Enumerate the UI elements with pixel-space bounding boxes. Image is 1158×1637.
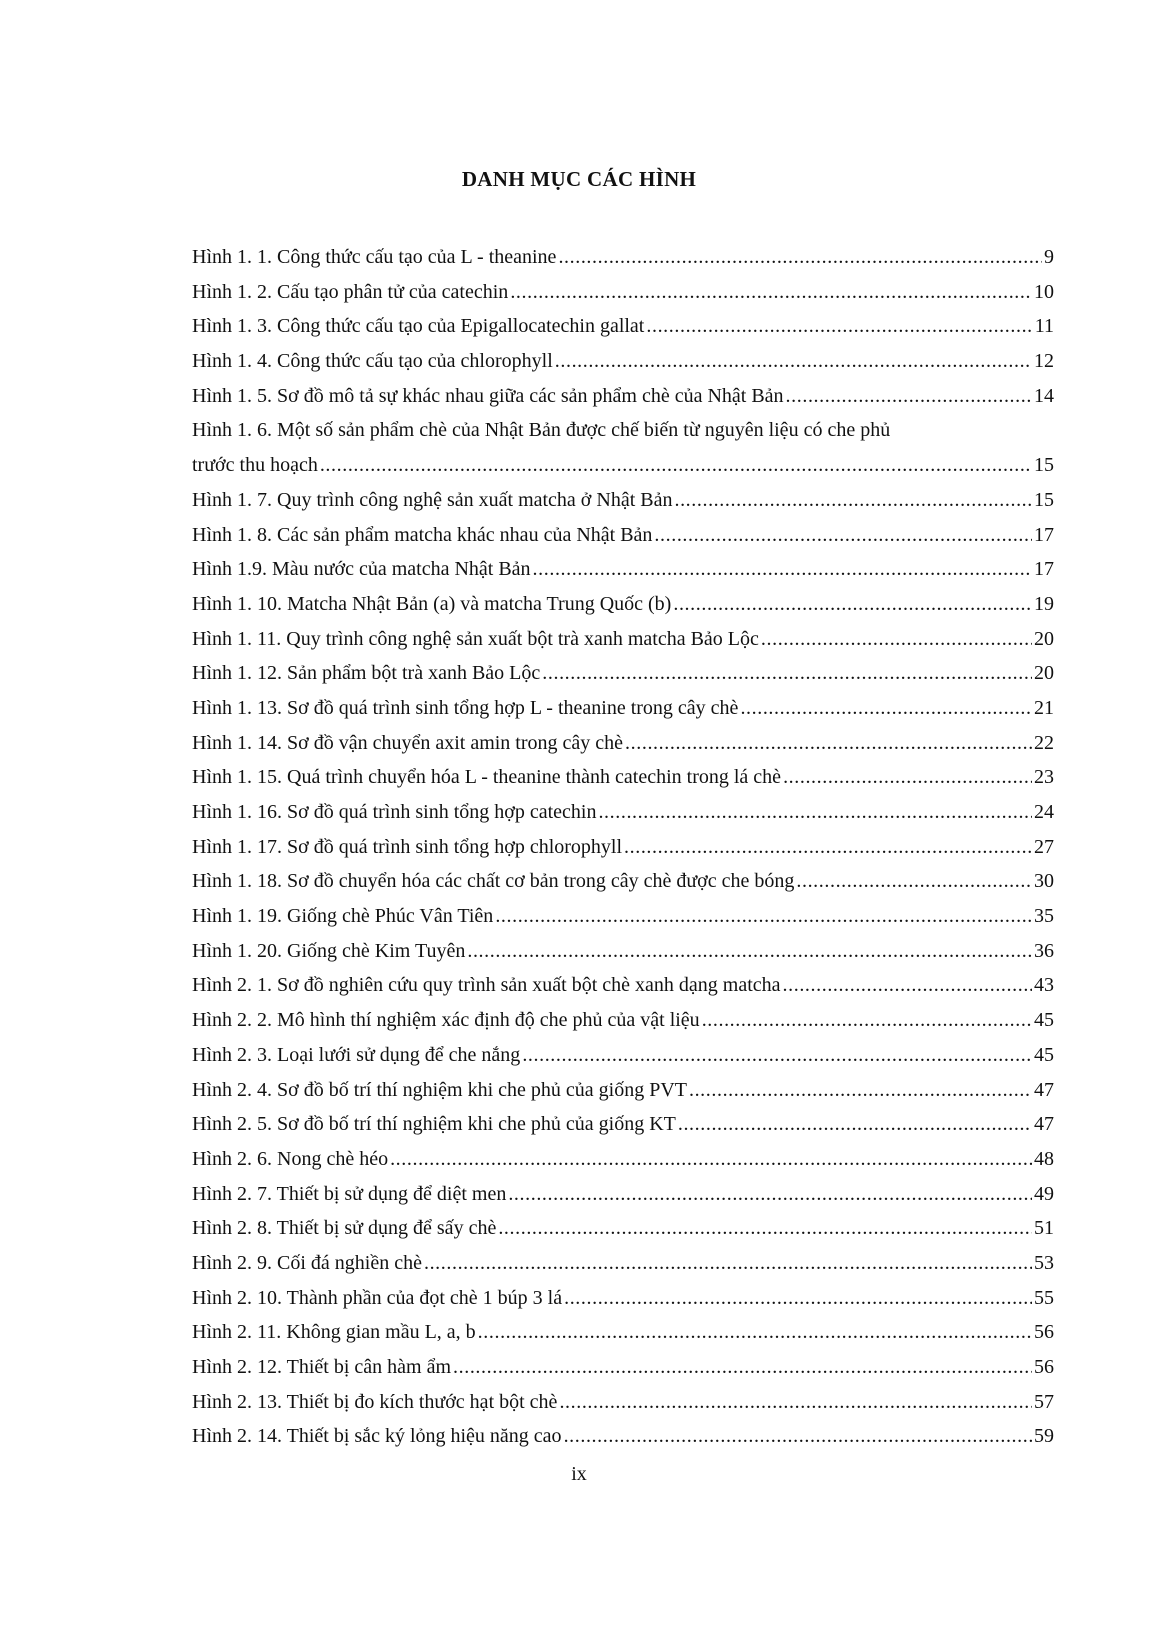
toc-entry-label: Hình 2. 2. Mô hình thí nghiệm xác định độ che phủ của vật liệu bbox=[192, 1009, 700, 1032]
dot-leader bbox=[783, 764, 1032, 790]
toc-entry-page: 47 bbox=[1034, 1078, 1054, 1101]
dot-leader bbox=[498, 1215, 1032, 1241]
dot-leader bbox=[761, 626, 1032, 652]
dot-leader bbox=[689, 1077, 1032, 1103]
toc-entry[interactable] bbox=[192, 1077, 1054, 1112]
toc-entry[interactable] bbox=[192, 1146, 1054, 1181]
toc-entry-label: Hình 1. 18. Sơ đồ chuyển hóa các chất cơ bản trong cây chè được che bóng bbox=[192, 870, 795, 893]
toc-entry-label: Hình 1. 7. Quy trình công nghệ sản xuất matcha ở Nhật Bản bbox=[192, 488, 673, 511]
toc-entry-label: Hình 1. 3. Công thức cấu tạo của Epigallocatechin gallat bbox=[192, 315, 645, 338]
toc-entry-page: 53 bbox=[1034, 1251, 1054, 1274]
toc-entry-label: Hình 1. 16. Sơ đồ quá trình sinh tổng hợp catechin bbox=[192, 801, 597, 823]
dot-leader bbox=[559, 1389, 1032, 1415]
toc-entry-page: 51 bbox=[1034, 1217, 1054, 1240]
toc-entry-label: Hình 2. 11. Không gian mầu L, a, b bbox=[192, 1321, 476, 1344]
dot-leader bbox=[740, 695, 1032, 721]
dot-leader bbox=[673, 591, 1032, 617]
toc-entry-page: 24 bbox=[1034, 801, 1054, 823]
toc-entry-page: 23 bbox=[1034, 766, 1054, 789]
toc-entry-label: Hình 1. 17. Sơ đồ quá trình sinh tổng hợp chlorophyll bbox=[192, 835, 623, 858]
dot-leader bbox=[558, 244, 1042, 270]
toc-entry-label: Hình 1.9. Màu nước của matcha Nhật Bản bbox=[192, 558, 531, 581]
toc-entry-page: 55 bbox=[1034, 1286, 1054, 1309]
toc-entry-page: 11 bbox=[1034, 315, 1054, 338]
dot-leader bbox=[564, 1423, 1032, 1449]
dot-leader bbox=[654, 522, 1032, 548]
toc-entry-label: Hình 1. 11. Quy trình công nghệ sản xuất bột trà xanh matcha Bảo Lộc bbox=[192, 627, 759, 650]
toc-entry-page: 10 bbox=[1034, 280, 1054, 303]
toc-entry[interactable] bbox=[192, 1111, 1054, 1146]
dot-leader bbox=[522, 1042, 1032, 1068]
toc-entry[interactable] bbox=[192, 1181, 1054, 1216]
dot-leader bbox=[533, 556, 1032, 582]
toc-entry-label: Hình 1. 10. Matcha Nhật Bản (a) và matcha Trung Quốc (b) bbox=[192, 592, 672, 615]
toc-entry[interactable] bbox=[192, 1250, 1054, 1285]
toc-entry[interactable] bbox=[192, 383, 1054, 418]
toc-entry-label: Hình 1. 8. Các sản phẩm matcha khác nhau của Nhật Bản bbox=[192, 523, 653, 546]
toc-entry-page: 49 bbox=[1034, 1182, 1054, 1205]
toc-entry[interactable] bbox=[192, 591, 1054, 626]
toc-entry-page: 19 bbox=[1034, 592, 1054, 615]
toc-entry-label: Hình 1. 15. Quá trình chuyển hóa L - theanine thành catechin trong lá chè bbox=[192, 766, 782, 789]
toc-entry-label: Hình 2. 5. Sơ đồ bố trí thí nghiệm khi che phủ của giống KT bbox=[192, 1113, 676, 1136]
dot-leader bbox=[467, 938, 1032, 964]
page-title: DANH MỤC CÁC HÌNH bbox=[461, 167, 697, 191]
toc-entry-page: 56 bbox=[1034, 1321, 1054, 1344]
dot-leader bbox=[786, 383, 1032, 409]
dot-leader bbox=[678, 1111, 1032, 1137]
toc-entry[interactable] bbox=[192, 868, 1054, 903]
toc-entry-page: 20 bbox=[1034, 662, 1054, 685]
toc-entry-label: Hình 2. 12. Thiết bị cân hàm ẩm bbox=[192, 1356, 452, 1378]
dot-leader bbox=[783, 972, 1032, 998]
dot-leader bbox=[424, 1250, 1032, 1276]
dot-leader bbox=[390, 1146, 1032, 1172]
toc-entry[interactable] bbox=[192, 764, 1054, 799]
toc-entry[interactable] bbox=[192, 938, 1054, 973]
toc-entry[interactable] bbox=[192, 799, 1054, 834]
toc-entry-label: Hình 2. 9. Cối đá nghiền chè bbox=[192, 1251, 422, 1274]
toc-entry-label: Hình 1. 4. Công thức cấu tạo của chlorophyll bbox=[192, 350, 553, 373]
toc-entry[interactable] bbox=[192, 834, 1054, 869]
toc-entry-page: 56 bbox=[1034, 1356, 1054, 1378]
toc-entry-label: Hình 1. 1. Công thức cấu tạo của L - theanine bbox=[192, 246, 557, 268]
toc-entry[interactable] bbox=[192, 313, 1054, 348]
toc-entry-label: Hình 2. 1. Sơ đồ nghiên cứu quy trình sản xuất bột chè xanh dạng matcha bbox=[192, 974, 781, 997]
list-of-figures bbox=[192, 244, 1054, 1458]
toc-entry-label: Hình 2. 8. Thiết bị sử dụng để sấy chè bbox=[192, 1217, 497, 1240]
toc-entry-page: 45 bbox=[1034, 1043, 1054, 1066]
toc-entry-label: Hình 1. 19. Giống chè Phúc Vân Tiên bbox=[192, 905, 494, 928]
toc-entry-label: Hình 2. 3. Loại lưới sử dụng để che nắng bbox=[192, 1043, 521, 1066]
toc-entry-label: Hình 1. 13. Sơ đồ quá trình sinh tổng hợp L - theanine trong cây chè bbox=[192, 696, 739, 719]
toc-entry[interactable] bbox=[192, 903, 1054, 938]
toc-entry-page: 21 bbox=[1034, 696, 1054, 719]
toc-entry-label: Hình 1. 5. Sơ đồ mô tả sự khác nhau giữa các sản phẩm chè của Nhật Bản bbox=[192, 384, 784, 407]
toc-entry-page: 35 bbox=[1034, 905, 1054, 928]
dot-leader bbox=[624, 834, 1032, 860]
toc-entry[interactable] bbox=[192, 972, 1054, 1007]
toc-entry-page: 57 bbox=[1034, 1390, 1054, 1413]
dot-leader bbox=[625, 730, 1032, 756]
dot-leader bbox=[564, 1285, 1032, 1311]
dot-leader bbox=[508, 1181, 1032, 1207]
page-number: ix bbox=[571, 1463, 587, 1485]
toc-entry[interactable] bbox=[192, 626, 1054, 661]
toc-entry-page: 43 bbox=[1034, 974, 1054, 997]
toc-entry-label: Hình 2. 10. Thành phần của đọt chè 1 búp 3 lá bbox=[192, 1286, 563, 1309]
toc-entry-page: 48 bbox=[1034, 1147, 1054, 1170]
toc-entry-label: Hình 1. 2. Cấu tạo phân tử của catechin bbox=[192, 280, 509, 303]
toc-entry[interactable] bbox=[192, 417, 1054, 452]
dot-leader bbox=[674, 487, 1032, 513]
toc-entry-page: 17 bbox=[1034, 558, 1054, 581]
dot-leader bbox=[598, 799, 1032, 825]
toc-entry-page: 20 bbox=[1034, 627, 1054, 650]
toc-entry[interactable] bbox=[192, 660, 1054, 695]
toc-entry[interactable] bbox=[192, 1215, 1054, 1250]
toc-entry[interactable] bbox=[192, 1423, 1054, 1458]
toc-entry[interactable] bbox=[192, 1354, 1054, 1389]
toc-entry[interactable] bbox=[192, 1007, 1054, 1042]
toc-entry-page: 15 bbox=[1034, 488, 1054, 511]
toc-entry-page: 12 bbox=[1034, 350, 1054, 373]
toc-entry[interactable] bbox=[192, 487, 1054, 522]
dot-leader bbox=[320, 452, 1032, 478]
toc-entry[interactable] bbox=[192, 244, 1054, 279]
dot-leader bbox=[702, 1007, 1032, 1033]
toc-entry-label: Hình 1. 12. Sản phẩm bột trà xanh Bảo Lộc bbox=[192, 662, 541, 685]
toc-entry-label: Hình 1. 14. Sơ đồ vận chuyển axit amin trong cây chè bbox=[192, 731, 624, 754]
toc-entry-label: Hình 2. 7. Thiết bị sử dụng để diệt men bbox=[192, 1182, 507, 1205]
toc-entry-label: Hình 2. 14. Thiết bị sắc ký lỏng hiệu năng cao bbox=[192, 1425, 562, 1448]
toc-entry-page: 14 bbox=[1034, 384, 1054, 407]
dot-leader bbox=[495, 903, 1032, 929]
dot-leader bbox=[478, 1319, 1032, 1345]
toc-entry-label: Hình 2. 13. Thiết bị đo kích thước hạt bột chè bbox=[192, 1390, 558, 1413]
dot-leader bbox=[453, 1354, 1032, 1380]
toc-entry-page: 59 bbox=[1034, 1425, 1054, 1448]
toc-entry[interactable] bbox=[192, 1285, 1054, 1320]
toc-entry-label: trước thu hoạch bbox=[192, 454, 318, 477]
toc-entry[interactable] bbox=[192, 1389, 1054, 1424]
toc-entry[interactable] bbox=[192, 279, 1054, 314]
toc-entry-label: Hình 2. 6. Nong chè héo bbox=[192, 1147, 389, 1170]
toc-entry[interactable] bbox=[192, 452, 1054, 487]
dot-leader bbox=[646, 313, 1032, 339]
toc-entry[interactable] bbox=[192, 1319, 1054, 1354]
toc-entry-label: Hình 2. 4. Sơ đồ bố trí thí nghiệm khi che phủ của giống PVT bbox=[192, 1078, 687, 1101]
toc-entry-page: 45 bbox=[1034, 1009, 1054, 1032]
toc-entry-page: 17 bbox=[1034, 523, 1054, 546]
dot-leader bbox=[510, 279, 1032, 305]
toc-entry[interactable] bbox=[192, 348, 1054, 383]
toc-entry-page: 47 bbox=[1034, 1113, 1054, 1136]
toc-entry-page: 9 bbox=[1044, 246, 1054, 268]
toc-entry[interactable] bbox=[192, 1042, 1054, 1077]
toc-entry[interactable] bbox=[192, 730, 1054, 765]
toc-entry-page: 22 bbox=[1034, 731, 1054, 754]
toc-entry-page: 27 bbox=[1034, 835, 1054, 858]
toc-entry-page: 36 bbox=[1034, 939, 1054, 962]
dot-leader bbox=[796, 868, 1032, 894]
toc-entry[interactable] bbox=[192, 522, 1054, 557]
toc-entry[interactable] bbox=[192, 556, 1054, 591]
toc-entry-label: Hình 1. 20. Giống chè Kim Tuyên bbox=[192, 939, 466, 962]
dot-leader bbox=[555, 348, 1032, 374]
toc-entry-page: 15 bbox=[1034, 454, 1054, 477]
toc-entry[interactable] bbox=[192, 695, 1054, 730]
dot-leader bbox=[542, 660, 1032, 686]
toc-entry-label: Hình 1. 6. Một số sản phẩm chè của Nhật Bản được chế biến từ nguyên liệu có che phủ bbox=[192, 419, 891, 442]
toc-entry-page: 30 bbox=[1034, 870, 1054, 893]
